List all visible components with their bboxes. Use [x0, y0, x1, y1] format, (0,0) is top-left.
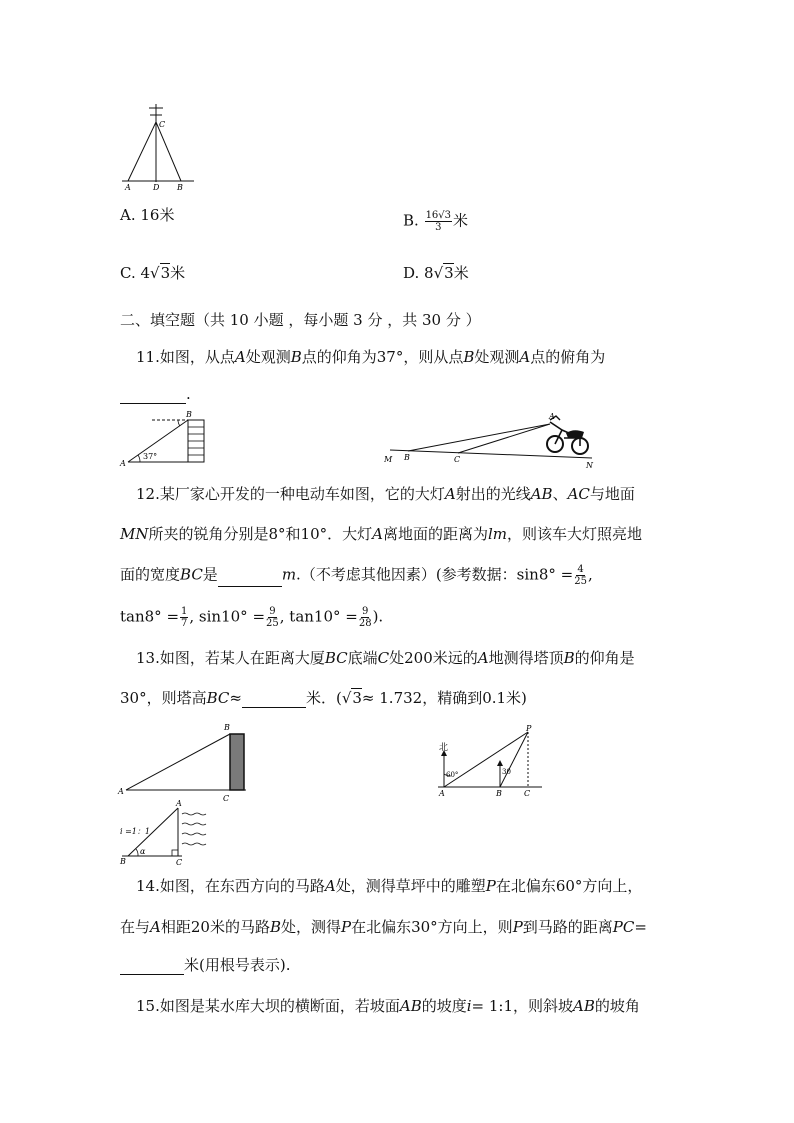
building-label-b: B — [224, 723, 230, 732]
stairs-label-a: A — [120, 459, 126, 468]
q12-answer-blank[interactable] — [218, 571, 282, 587]
q14-line3 — [120, 955, 290, 975]
q13-var: A — [477, 649, 489, 667]
q12-text: ). — [372, 607, 384, 626]
q12-fraction-sin10 — [266, 606, 279, 629]
q14-text: 处，测得草坪中的雕塑 — [335, 877, 486, 895]
tower-label-d: D — [153, 183, 160, 192]
q13-text: 处200米远的 — [389, 649, 478, 667]
q14-text: 在与 — [120, 918, 151, 936]
q12-line2 — [120, 524, 642, 544]
q14-var: A — [324, 877, 336, 895]
q12-text: , tan10° = — [279, 607, 358, 626]
dam-alpha: α — [140, 847, 146, 856]
q11-text: 点的俯角为 — [530, 348, 606, 366]
q14-text: 到马路的距离 — [522, 918, 613, 936]
fraction-num: 9 — [269, 606, 276, 617]
bearing-north-label: 北 — [439, 743, 449, 753]
q12-line4 — [120, 606, 383, 629]
bike-label-n: N — [586, 461, 593, 470]
option-c-coef: 4 — [140, 264, 151, 282]
bearing-label-a: A — [439, 789, 445, 798]
tower-label-c: C — [159, 120, 166, 129]
q14-text: 在北偏东30°方向上，则 — [351, 918, 513, 936]
q12-text: 与地面 — [589, 485, 635, 503]
option-d-coef: 8 — [424, 264, 434, 282]
option-c-letter: C. — [120, 264, 141, 282]
bearing-figure — [434, 724, 546, 798]
q13-var: BC — [206, 689, 230, 707]
q12-text: , sin10° = — [189, 607, 266, 626]
q11-text: 点的仰角为37°，则从点 — [301, 348, 464, 366]
stairs-label-b: B — [186, 410, 192, 419]
bearing-angle-30: 30 — [502, 768, 511, 776]
fraction-den: 7 — [181, 618, 188, 629]
q15-text: 的坡角 — [594, 997, 640, 1015]
building-label-c: C — [223, 794, 230, 803]
tower-label-a: A — [125, 183, 131, 192]
q11-var: B — [290, 348, 302, 366]
tower-figure — [118, 100, 200, 192]
q15-line1 — [136, 996, 640, 1016]
tower-label-b: B — [177, 183, 183, 192]
q14-var: P — [512, 918, 523, 936]
q11-var: A — [519, 348, 531, 366]
option-b-fraction — [425, 210, 452, 233]
q12-fraction-tan8 — [180, 606, 188, 629]
bearing-angle-60: 60° — [446, 771, 459, 779]
q13-var: B — [563, 649, 575, 667]
option-b — [403, 210, 468, 233]
q12-var: m — [281, 565, 297, 584]
bike-label-c: C — [454, 455, 461, 464]
q12-text: ，则该车大灯照亮地 — [507, 525, 643, 543]
q13-root: 3 — [352, 689, 362, 707]
q12-var: lm — [487, 525, 508, 543]
q12-text: 、 — [552, 485, 568, 503]
q12-var: AC — [567, 485, 590, 503]
option-a-letter: A. — [120, 206, 141, 224]
option-b-unit: 米 — [453, 211, 469, 230]
q14-var: P — [485, 877, 496, 895]
bike-label-b: B — [404, 453, 410, 462]
bearing-label-c: C — [524, 789, 531, 798]
option-d: D. 8√3米 — [403, 264, 469, 282]
q13-var: C — [377, 649, 390, 667]
q14-text: 米(用根号表示). — [184, 956, 291, 974]
fraction-den: 28 — [358, 618, 372, 629]
q12-text: tan8° = — [120, 607, 180, 626]
q14-text: 处，测得 — [280, 918, 341, 936]
q12-text: 所夹的锐角分别是8°和10°．大灯 — [148, 525, 373, 543]
bearing-label-b: B — [496, 789, 502, 798]
q13-text: 30°，则塔高 — [120, 689, 207, 707]
q12-text: , — [587, 565, 593, 584]
building-label-a: A — [118, 787, 124, 796]
option-c-root: 3 — [160, 264, 171, 282]
bearing-label-p: P — [526, 724, 532, 733]
option-b-denominator: 3 — [435, 222, 442, 233]
q11-text: 处观测 — [245, 348, 291, 366]
q11-text: 11.如图，从点 — [136, 348, 235, 366]
q12-line3 — [120, 564, 593, 587]
dam-ratio: i =1：1 — [120, 827, 150, 836]
q11-var: B — [463, 348, 475, 366]
q15-text: 的坡度 — [421, 997, 467, 1015]
fraction-den: 25 — [574, 576, 587, 587]
stairs-angle: 37° — [143, 452, 158, 461]
q12-text: 面的宽度 — [120, 565, 181, 584]
section-heading: 二、填空题（共 10 小题 ，每小题 3 分 ，共 30 分 ） — [120, 311, 481, 329]
fraction-num: 9 — [362, 606, 369, 617]
q14-var: PC — [612, 918, 635, 936]
option-b-numerator: 16√3 — [425, 210, 452, 221]
q12-line1 — [136, 484, 635, 504]
stairs-figure — [118, 408, 210, 470]
q14-var: A — [150, 918, 161, 936]
option-d-root: 3 — [444, 264, 454, 282]
q13-text: 底端 — [347, 649, 378, 667]
option-d-unit: 米 — [453, 264, 469, 282]
q15-var: i — [466, 997, 472, 1015]
q13-text: 地测得塔顶 — [488, 649, 564, 667]
bike-label-m: M — [384, 455, 393, 464]
building-figure — [116, 718, 254, 804]
q13-line1 — [136, 648, 635, 668]
q11-text: 处观测 — [474, 348, 520, 366]
q13-line2: 30°，则塔高BC≈ 米．(√3≈ 1.732，精确到0.1米) — [120, 689, 527, 707]
q12-var: A — [444, 485, 456, 503]
q11-end: . — [186, 385, 191, 403]
q12-text: 是 — [202, 565, 218, 584]
q15-var: AB — [399, 997, 422, 1015]
q13-text: ≈ 1.732，精确到0.1米) — [361, 689, 527, 707]
q12-var: A — [372, 525, 383, 543]
q12-var: MN — [120, 525, 149, 543]
q15-text: 15.如图是某水库大坝的横断面，若坡面 — [136, 997, 400, 1015]
bike-label-a: A — [549, 412, 555, 421]
q11-answer-blank[interactable] — [120, 388, 186, 404]
q14-text: = — [634, 918, 647, 936]
q11-line1 — [136, 347, 605, 367]
q12-var: AB — [530, 485, 553, 503]
q12-fraction-sin8 — [574, 564, 587, 587]
option-a-unit: 米 — [159, 206, 175, 224]
q13-text: ≈ — [229, 689, 242, 707]
dam-label-a: A — [176, 800, 182, 808]
q13-var: BC — [324, 649, 348, 667]
option-a-value: 16 — [140, 206, 160, 224]
q14-text: 在北偏东60°方向上， — [495, 877, 643, 895]
q11-var: A — [234, 348, 246, 366]
q12-text: 射出的光线 — [455, 485, 531, 503]
q15-text: = 1:1，则斜坡 — [471, 997, 574, 1015]
option-c-unit: 米 — [170, 264, 186, 282]
dam-figure — [116, 800, 216, 866]
q14-var: B — [269, 918, 281, 936]
q14-var: P — [341, 918, 352, 936]
q12-text: 12.某厂家心开发的一种电动车如图，它的大灯 — [136, 485, 445, 503]
q12-fraction-tan10 — [359, 606, 372, 629]
q11-line2 — [120, 384, 191, 404]
q13-text: 的仰角是 — [574, 649, 635, 667]
fraction-num: 1 — [181, 606, 188, 617]
q14-line2 — [120, 917, 647, 937]
q14-text: 相距20米的马路 — [160, 918, 270, 936]
fraction-den: 25 — [266, 618, 279, 629]
q13-answer-blank[interactable] — [242, 692, 306, 708]
option-c: C. 4√3米 — [120, 264, 186, 282]
option-d-letter: D. — [403, 264, 425, 282]
q12-var: BC — [180, 565, 203, 584]
bike-figure — [384, 408, 600, 472]
dam-label-c: C — [176, 858, 183, 866]
q12-text: .（不考虑其他因素）(参考数据：sin8° = — [296, 565, 574, 584]
q13-text: 13.如图，若某人在距离大厦 — [136, 649, 325, 667]
q13-text: 米．( — [305, 689, 342, 707]
q12-text: 离地面的距离为 — [382, 525, 488, 543]
option-b-letter: B. — [403, 211, 424, 230]
q14-answer-blank[interactable] — [120, 959, 184, 975]
fraction-num: 4 — [577, 564, 584, 575]
q14-line1 — [136, 876, 642, 896]
option-a — [120, 205, 174, 225]
q15-var: AB — [573, 997, 595, 1015]
dam-label-b: B — [120, 857, 126, 866]
q14-text: 14.如图，在东西方向的马路 — [136, 877, 325, 895]
